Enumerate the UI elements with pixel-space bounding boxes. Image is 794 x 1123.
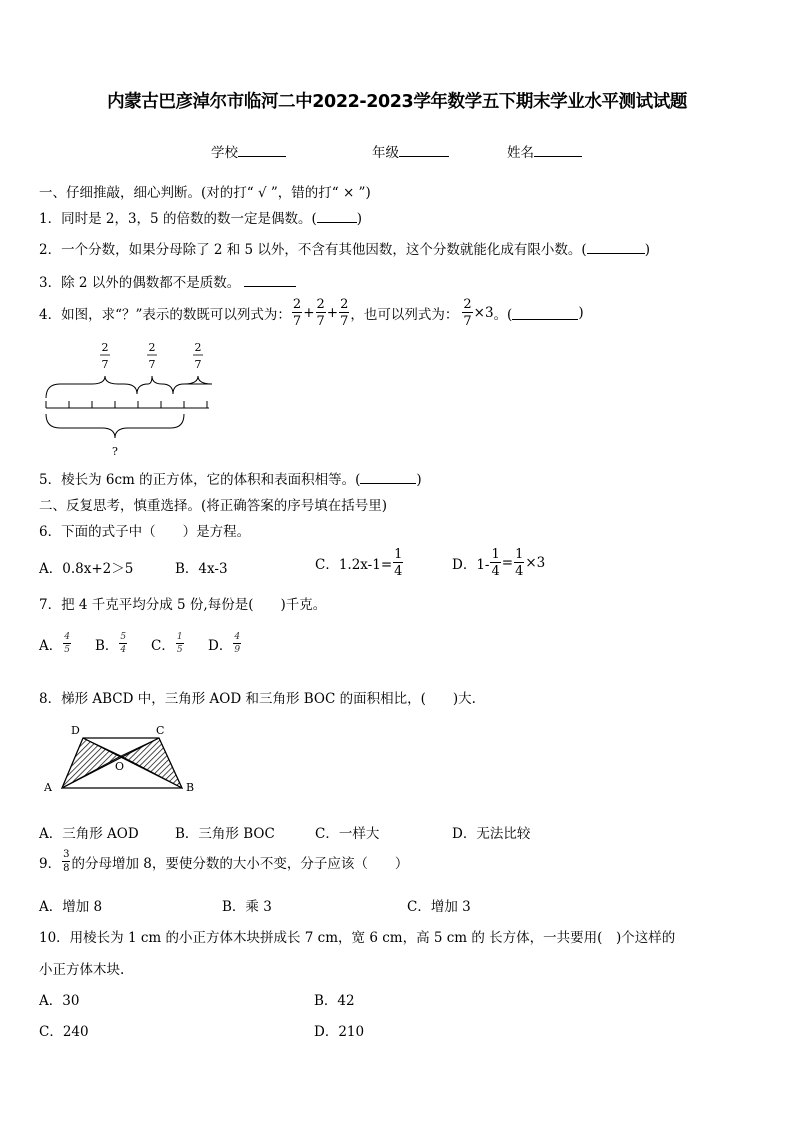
q10-option-c[interactable]: C．240 xyxy=(39,1024,89,1040)
q9-option-a[interactable]: A．增加 8 xyxy=(39,899,103,915)
q4-fraction: $\frac{2}{7}$ xyxy=(463,297,472,329)
q6-options xyxy=(39,548,759,584)
diagram-top-denominator: 7 xyxy=(194,358,202,371)
q7-option-a[interactable]: A． $\frac{4}{5}$ xyxy=(39,632,70,655)
q8-option-a[interactable]: A．三角形 AOD xyxy=(39,826,139,842)
school-label: 学校 xyxy=(211,145,238,161)
q7-option-c[interactable]: C． $\frac{1}{5}$ xyxy=(151,632,183,655)
question-10-continued: 小正方体木块. xyxy=(39,962,125,978)
q9-option-b[interactable]: B．乘 3 xyxy=(222,899,272,915)
grade-blank[interactable] xyxy=(399,143,449,157)
question-10: 10．用棱长为 1 cm 的小正方体木块拼成长 7 cm，宽 6 cm，高 5 cm 的 长方体，一共要用( )个这样的 xyxy=(39,930,676,946)
q4-fraction: $\frac{2}{7}$ xyxy=(340,297,349,329)
q4-answer-blank[interactable] xyxy=(512,306,578,320)
question-4: 4．如图，求“？”表示的数既可以列式为： $\frac{2}{7}$ + $\frac{2}{7}$ + $\frac{2}{7}$ ，也可以列式为： $\frac{2}{7}$ ×3 。( ) xyxy=(39,297,584,329)
page-title: 内蒙古巴彦淖尔市临河二中2022-2023学年数学五下期末学业水平测试试题 xyxy=(107,92,687,112)
q3-answer-blank[interactable] xyxy=(244,273,296,287)
question-5: 5．棱长为 6cm 的正方体，它的体积和表面积相等。( ) xyxy=(39,472,422,488)
q4-fraction: $\frac{2}{7}$ xyxy=(316,297,325,329)
q3-text: 3．除 2 以外的偶数都不是质数。 xyxy=(39,275,241,291)
question-2: 2．一个分数，如果分母除了 2 和 5 以外，不含有其他因数，这个分数就能化成有限小数。( ) xyxy=(39,242,650,258)
q2-answer-blank[interactable] xyxy=(587,240,645,254)
section-2-heading: 二、反复思考，慎重选择。(将正确答案的序号填在括号里) xyxy=(39,498,388,514)
q4-fraction: $\frac{2}{7}$ xyxy=(292,297,302,329)
q8-option-c[interactable]: C．一样大 xyxy=(315,826,380,842)
number-line-ticks xyxy=(46,401,207,408)
q7-option-b[interactable]: B． $\frac{5}{4}$ xyxy=(95,632,127,655)
q5-answer-blank[interactable] xyxy=(360,470,416,484)
lower-brace xyxy=(46,414,184,438)
q2-text: 2．一个分数，如果分母除了 2 和 5 以外，不含有其他因数，这个分数就能化成有限小数。( xyxy=(39,242,587,258)
diagram-top-numerator: 2 xyxy=(101,341,109,354)
section-1-heading: 一、仔细推敲，细心判断。(对的打“ √ ”，错的打“ × ”) xyxy=(39,185,371,201)
q6-option-b[interactable]: B．4x-3 xyxy=(175,561,228,577)
name-label: 姓名 xyxy=(507,145,534,161)
question-7: 7．把 4 千克平均分成 5 份,每份是( )千克。 xyxy=(39,597,327,613)
diagram-top-numerator: 2 xyxy=(194,341,202,354)
q8-trapezoid-diagram xyxy=(38,720,200,798)
name-blank[interactable] xyxy=(534,143,582,157)
question-3 xyxy=(39,271,296,291)
q4-mid: ，也可以列式为： xyxy=(350,307,459,323)
q4-times: ×3 xyxy=(473,305,494,321)
question-6: 6．下面的式子中（ ）是方程。 xyxy=(39,524,251,540)
vertex-label-a: A xyxy=(44,781,52,794)
q8-options xyxy=(39,822,759,842)
q6-option-a[interactable]: A．0.8x+2＞5 xyxy=(39,561,134,577)
q7-option-d[interactable]: D． $\frac{4}{9}$ xyxy=(208,632,241,655)
q6-option-c[interactable]: C．1.2x-1= $\frac{1}{4}$ xyxy=(315,547,403,579)
q10-option-b[interactable]: B．42 xyxy=(314,993,355,1009)
diagram-question-mark: ? xyxy=(112,445,118,458)
vertex-label-o: O xyxy=(115,760,125,773)
q8-option-d[interactable]: D．无法比较 xyxy=(452,826,531,842)
q1-text: 1．同时是 2，3，5 的倍数的数一定是偶数。( xyxy=(39,211,317,227)
vertex-label-d: D xyxy=(71,724,80,737)
vertex-label-c: C xyxy=(156,724,165,737)
name-field[interactable] xyxy=(507,141,582,161)
q10-options xyxy=(39,989,759,1041)
triangle-boc xyxy=(121,738,182,788)
diagram-top-denominator: 7 xyxy=(101,358,109,371)
question-8: 8．梯形 ABCD 中，三角形 AOD 和三角形 BOC 的面积相比，( )大. xyxy=(39,691,476,707)
q10-option-d[interactable]: D．210 xyxy=(314,1024,365,1040)
upper-brace xyxy=(46,376,137,398)
triangle-aod xyxy=(62,738,121,788)
q7-options xyxy=(39,633,439,665)
q10-option-a[interactable]: A．30 xyxy=(39,993,80,1009)
q9-option-c[interactable]: C．增加 3 xyxy=(407,899,471,915)
q4-prefix: 4．如图，求“？”表示的数既可以列式为： xyxy=(39,307,291,323)
question-1: 1．同时是 2，3，5 的倍数的数一定是偶数。( ) xyxy=(39,211,362,227)
school-blank[interactable] xyxy=(238,143,286,157)
grade-label: 年级 xyxy=(372,145,399,161)
diagram-top-numerator: 2 xyxy=(148,341,156,354)
upper-brace xyxy=(137,376,173,394)
q9-fraction: $\frac{3}{8}$ xyxy=(63,849,70,874)
q6-option-d[interactable]: D．1- $\frac{1}{4}$ = $\frac{1}{4}$ ×3 xyxy=(452,547,546,579)
upper-brace xyxy=(173,376,212,394)
school-field[interactable] xyxy=(211,141,286,161)
question-9: 9． $\frac{3}{8}$ 的分母增加 8，要使分数的大小不变，分子应该（ ） xyxy=(39,849,409,874)
q9-options xyxy=(39,895,759,915)
q4-number-line-diagram xyxy=(36,338,216,460)
grade-field[interactable] xyxy=(372,141,449,161)
q9-text: 的分母增加 8，要使分数的大小不变，分子应该（ ） xyxy=(71,856,409,872)
q4-end: 。( xyxy=(493,307,513,323)
diagram-top-denominator: 7 xyxy=(148,358,156,371)
q1-answer-blank[interactable] xyxy=(317,209,357,223)
q8-option-b[interactable]: B．三角形 BOC xyxy=(175,826,275,842)
vertex-label-b: B xyxy=(186,781,195,794)
q5-text: 5．棱长为 6cm 的正方体，它的体积和表面积相等。( xyxy=(39,472,361,488)
